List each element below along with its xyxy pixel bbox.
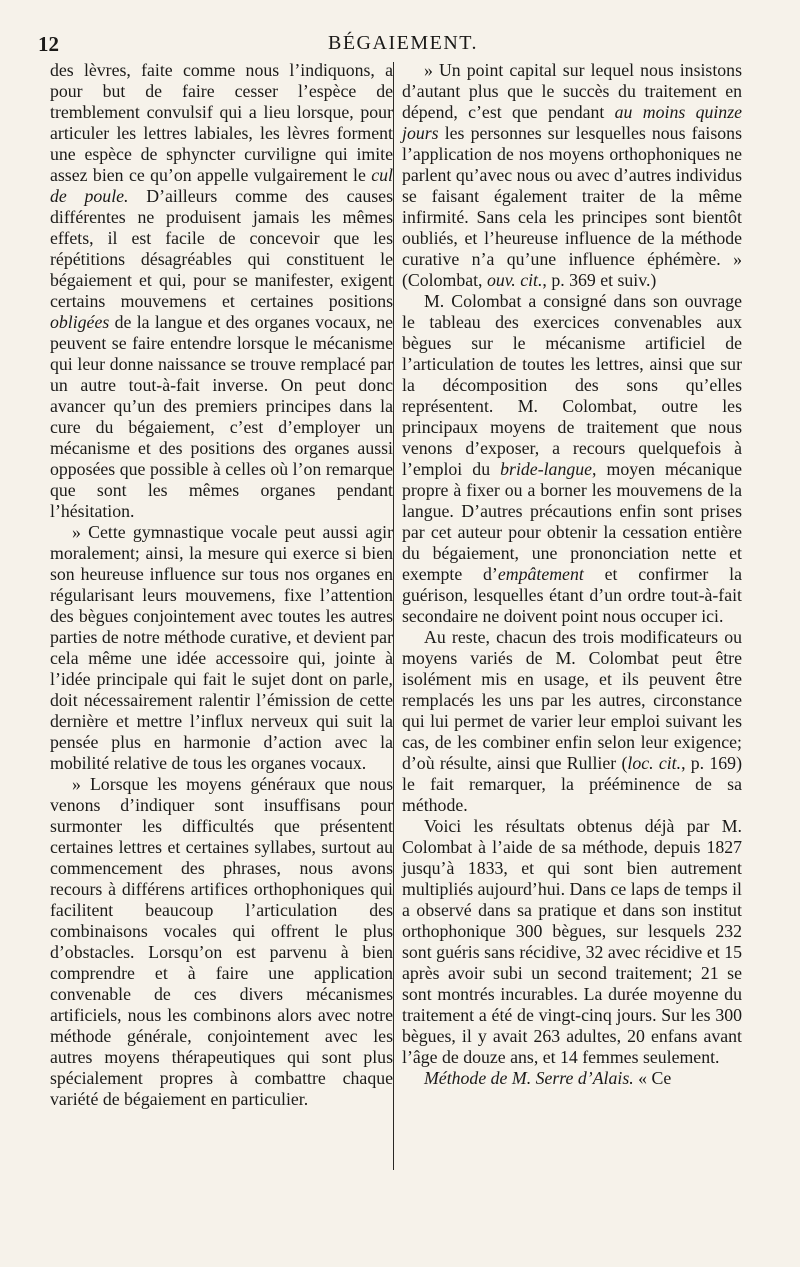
paragraph: Méthode de M. Serre d’Alais. « Ce [424, 1068, 672, 1088]
column-divider [393, 62, 394, 1170]
paragraph: M. Colombat a consigné dans son ouvrage le tableau des exercices convenables aux bègues sur le mécanisme artificiel de l’articulation de toutes les lettres, ainsi que sur la décomposition des sons qu’elles représentent. M. Colombat, outre les principaux moyens de traitement que nous venons d’exposer, a recours quelquefois à l’emploi du bride-langue, moyen mécanique propre à fixer ou a borner les mouvemens de la langue. D’autres précautions enfin sont prises par cet auteur pour obtenir la cessation entière du bégaiement, une prononciation nette et exempte d’empâtement et confirmer la guérison, lesquelles étant d’un ordre tout-à-fait secondaire ne doivent point nous occuper ici. [402, 291, 742, 626]
page-header [38, 28, 768, 58]
running-title: BÉGAIEMENT. [328, 32, 478, 54]
page-number: 12 [38, 32, 59, 56]
left-column [50, 60, 393, 1110]
paragraph: Au reste, chacun des trois modificateurs ou moyens variés de M. Colombat peut être isolément mis en usage, et ils peuvent être remplacés les uns par les autres, circonstance qui lui permet de varier leur emploi suivant les cas, de les combiner enfin selon leur exigence; d’où résulte, ainsi que Rullier (loc. cit., p. 169) le fait remarquer, la prééminence de sa méthode. [402, 627, 742, 815]
paragraph: » Un point capital sur lequel nous insistons d’autant plus que le succès du traitement en dépend, c’est que pendant au moins quinze jours les personnes sur lesquelles nous faisons l’application de nos moyens orthophoniques ne parlent qu’avec nous ou avec d’autres individus se faisant également traiter de la même infirmité. Sans cela les principes sont bientôt oubliés, et l’heureuse influence de la méthode curative n’a qu’une influence éphémère. » (Colombat, ouv. cit., p. 369 et suiv.) [402, 60, 743, 290]
paragraph: Voici les résultats obtenus déjà par M. Colombat à l’aide de sa méthode, depuis 1827 jusqu’à 1833, et qui sont bien autrement multipliés aujourd’hui. Dans ce laps de temps il a observé dans sa pratique et dans son institut orthophonique 300 bègues, sur lesquels 232 sont guéris sans récidive, 32 avec récidive et 15 après avoir subi un second traitement; 21 se sont montrés incurables. La durée moyenne du traitement a été de vingt-cinq jours. Sur les 300 bègues, il y avait 263 adultes, 20 enfans avant l’âge de douze ans, et 14 femmes seulement. [402, 816, 742, 1067]
right-column [402, 60, 742, 1089]
paragraph: des lèvres, faite comme nous l’indiquons, a pour but de faire cesser l’espèce de tremblement convulsif qui a lieu lorsque, pour articuler les lettres labiales, les lèvres forment une espèce de sphyncter curviligne qui imite assez bien ce qu’on appelle vulgairement le cul de poule. D’ailleurs comme des causes différentes ne produisent jamais les mêmes effets, il est facile de concevoir que les répétitions désagréables qui constituent le bégaiement et qui, pour se manifester, exigent certains mouvemens et certaines positions obligées de la langue et des organes vocaux, ne peuvent se faire entendre lorsque le mécanisme qui leur donne naissance se trouve remplacé par un autre tout-à-fait inverse. On peut donc avancer qu’un des premiers principes dans la cure du bégaiement, c’est d’employer un mécanisme et des positions des organes aussi opposées que possible à celles où l’on remarque que sont les mêmes organes pendant l’hésitation. [50, 60, 393, 521]
paragraph: » Lorsque les moyens généraux que nous venons d’indiquer sont insuffisans pour surmonter les difficultés que présentent certaines lettres et certaines syllabes, surtout au commencement des phrases, nous avons recours à différens artifices orthophoniques qui facilitent beaucoup l’articulation des combinaisons vocales qui offrent le plus d’obstacles. Lorsqu’on est parvenu à bien comprendre et à faire une application convenable de ces divers mécanismes artificiels, nous les combinons alors avec notre méthode générale, conjointement avec les autres moyens thérapeutiques qui sont plus spécialement propres à combattre chaque variété de bégaiement en particulier. [50, 774, 393, 1109]
paragraph: » Cette gymnastique vocale peut aussi agir moralement; ainsi, la mesure qui exerce si bien son heureuse influence sur tous nos organes en régularisant leurs mouvemens, fixe l’attention des bègues conjointement avec toutes les autres parties de notre méthode curative, et devient par cela même une idée accessoire qui, jointe à l’idée principale qui fait le sujet dont on parle, doit nécessairement ralentir l’émission de cette dernière et mettre l’influx nerveux qui suit la pensée plus en harmonie d’action avec la mobilité relative de tous les organes vocaux. [50, 522, 393, 773]
